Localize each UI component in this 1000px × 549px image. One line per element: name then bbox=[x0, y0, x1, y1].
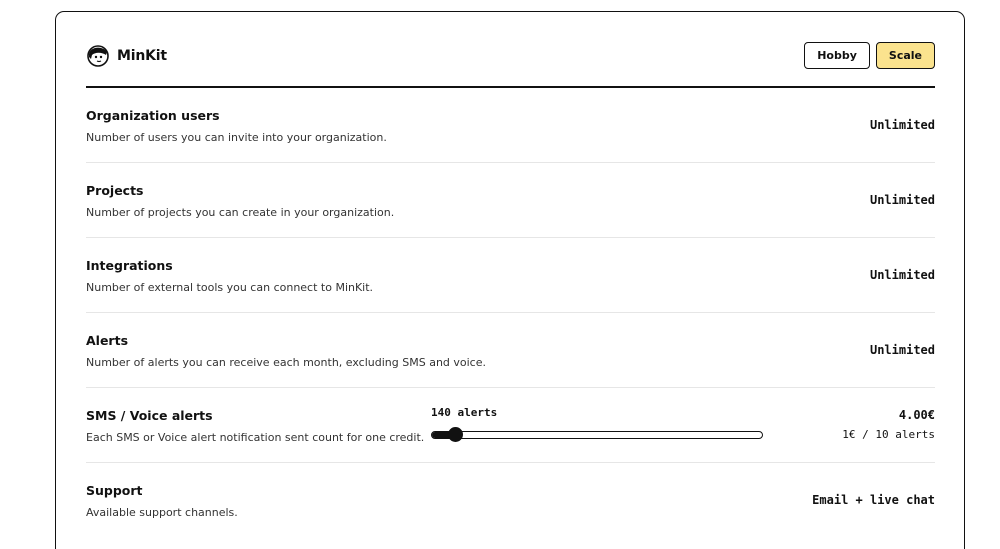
plan-toggle bbox=[804, 42, 935, 69]
feature-description: Available support channels. bbox=[86, 506, 238, 519]
feature-description: Number of external tools you can connect to MinKit. bbox=[86, 281, 374, 294]
feature-value: Unlimited bbox=[869, 118, 935, 132]
feature-description: Number of projects you can create in your organization. bbox=[86, 206, 395, 219]
feature-row-support bbox=[86, 463, 935, 538]
feature-title: Integrations bbox=[86, 258, 173, 273]
brand bbox=[86, 44, 167, 68]
feature-title: Projects bbox=[86, 183, 144, 198]
feature-title: Support bbox=[86, 483, 143, 498]
feature-row-sms-voice-alerts bbox=[86, 388, 935, 463]
feature-row-alerts bbox=[86, 313, 935, 388]
card-header bbox=[86, 42, 935, 88]
alerts-slider bbox=[431, 406, 763, 419]
feature-list bbox=[86, 88, 935, 538]
scale-plan-button[interactable]: Scale bbox=[876, 42, 935, 69]
pricing-card bbox=[55, 11, 965, 549]
feature-row-integrations bbox=[86, 238, 935, 313]
feature-title: SMS / Voice alerts bbox=[86, 408, 213, 423]
feature-value: Unlimited bbox=[869, 343, 935, 357]
feature-description: Number of alerts you can receive each month, excluding SMS and voice. bbox=[86, 356, 486, 369]
feature-title: Organization users bbox=[86, 108, 220, 123]
feature-value: Email + live chat bbox=[812, 493, 935, 507]
feature-description: Number of users you can invite into your organization. bbox=[86, 131, 387, 144]
hobby-plan-button[interactable]: Hobby bbox=[804, 42, 870, 69]
avatar-face-icon bbox=[86, 44, 110, 68]
sms-rate: 1€ / 10 alerts bbox=[842, 428, 935, 441]
slider-value-label: 140 alerts bbox=[431, 406, 498, 419]
feature-description: Each SMS or Voice alert notification sent count for one credit. bbox=[86, 431, 425, 444]
slider-thumb[interactable] bbox=[448, 427, 463, 442]
feature-title: Alerts bbox=[86, 333, 129, 348]
feature-row-organization-users bbox=[86, 88, 935, 163]
feature-row-projects bbox=[86, 163, 935, 238]
feature-value: Unlimited bbox=[869, 193, 935, 207]
slider-track[interactable] bbox=[431, 431, 763, 439]
brand-name: MinKit bbox=[117, 48, 167, 64]
sms-price: 4.00€ bbox=[898, 408, 935, 422]
feature-value: Unlimited bbox=[869, 268, 935, 282]
